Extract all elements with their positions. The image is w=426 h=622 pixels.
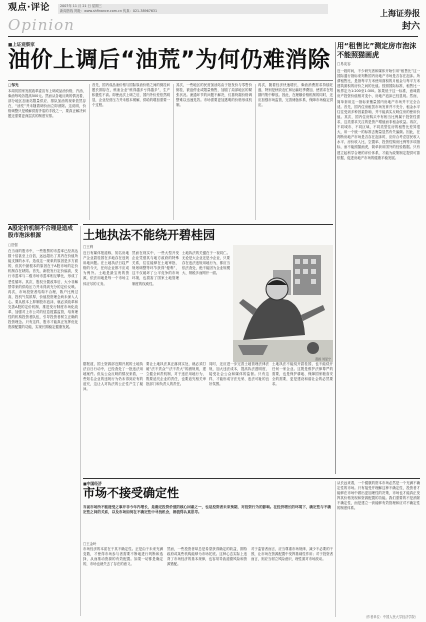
masthead — [8, 3, 420, 39]
column-divider — [255, 84, 256, 220]
article3-rule — [83, 478, 420, 479]
author-affiliation: （作者单位：中国人民大学经济学院） — [363, 615, 418, 619]
column-divider — [80, 226, 81, 616]
left-article-headline: A股定价机制不合理是造成股市泡沫根源 — [8, 226, 73, 239]
lead-column-text: 本周初国家发展改革委宣布上调成品油价格，汽油、柴油每吨各提高500元。然而从各地反映的情况看，部分地区加油站限量供应、排队加油的现象依然存在，“油荒”并未随着调价而立即消除。这说明，价格调整只是缓解供需矛盾的手段之一，要真正解决问题还需要更深层次的制度安排。 — [8, 89, 86, 119]
article2-column-1 — [83, 251, 129, 359]
left-article — [8, 226, 78, 501]
column-divider — [89, 84, 90, 220]
article2-headline: 土地执法不能绕开碧桂园 — [83, 228, 216, 242]
article3-headline: 市场不接受确定性 — [83, 486, 180, 500]
sidebar-author: □易宪容 — [337, 62, 351, 66]
article3-column-text: 市场经济的本质在于其不确定性。正是由于未来充满变数，才使得市场参与者需要不断地进行判断和选择，从而推动资源的有效配置。如果一切都是确定的，市场也就失去了存在的意义。 — [83, 547, 163, 567]
lead-column-2 — [92, 83, 170, 223]
lead-column-text: 其次，一些地区的民营加油站由于批发价与零售价倒挂，被迫停业或限量销售，加剧了局部地区的紧张状况。流通环节的问题不解决，仅靠终端价格调整难以迅速见效。市场需要更加透明的价格形成机制。 — [176, 83, 252, 108]
article3-column-3 — [251, 547, 333, 619]
lead-column-text: 首先，国内成品油价格与国际原油价格之间的倒挂问题长期存在，炼油企业“炼得越多亏得越多”，生产积极性不高。即使此次上调之后，国内外价差依然明显，企业经营压力并未根本缓解，供给的增加需要一个过程。 — [92, 83, 170, 108]
article3-kicker: ■中国经济 — [83, 481, 102, 486]
newspaper-brand: 上海证券报 — [380, 8, 420, 18]
article2-column-text: 同时，还应进一步完善土地管理法律法规，加大违法成本，提高执法透明度，接受社会公众和媒体的监督。只有这样，才能形成守法光荣、违法可耻的良好氛围。 — [209, 362, 269, 387]
article2-column-text: 近日有媒体报道称，知名房地产企业碧桂园在多地存在违规用地问题。在土地执法日趋严格的今天，任何企业都不应成为例外。土地是最宝贵的资源，依法用地是每一个市场主体应尽的义务。 — [83, 251, 129, 286]
section-name-cn: 观点·评论 — [8, 3, 50, 13]
lead-column-4 — [258, 83, 333, 223]
article2-column-3 — [182, 251, 230, 359]
sidebar-body: 近一段时间，不少研究者和媒体开始引用“租售比”这一国际通行指标来判断国内房地产市场是否存在泡沫。所谓租售比，是指每平方米使用面积的月租金与每平方米建筑面积的房价之间的比值。按照国际标准，租售比一般界定为1:200至1:300。如果低于这一标准，意味着房产投资价值相对变小，房地产泡沫已经显现。然而，简单套用这一指标来衡量国内房地产市场并不完全合适。首先，国内住房租赁市场发育并不充分，租金水平往往受到多种因素影响，并不能真实反映住房的使用价值。其次，国内住房购买中有相当比例属于投资性需求，这类需求关注的是资产增值而非租金收益。再次，不同城市、不同区域、不同类型住房的租售比差异很大，用一个统一的标准去衡量显然有失偏颇。因此，在判断房地产市场是否存在泡沫时，应综合考虑居民收入水平、房价收入比、空置率、投资性购房比例等多项指标，而不能照猫画虎，简单套用国外的经验数据。只有建立起科学合理的评价体系，才能为政策制定提供可靠依据，促进房地产市场的健康平稳发展。 — [337, 69, 420, 160]
sidebar-article — [337, 42, 420, 504]
column-divider — [173, 84, 174, 220]
lead-headline: 油价上调后“油荒”为何仍难消除 — [8, 48, 331, 73]
headline-rule — [8, 80, 333, 81]
section-header — [8, 3, 75, 34]
page-number: 封六 — [401, 22, 420, 32]
lead-kicker: ■上证观察家 — [8, 43, 35, 48]
illustration-credit: 漫画 刘显宁 — [315, 357, 331, 361]
lead-author: □邹光 — [8, 83, 19, 87]
article2-bottom-column-2 — [146, 362, 206, 474]
article3-column-1 — [83, 547, 163, 619]
article2-column-text: 土地执法的关键在于一视同仁。无论是大企业还是小企业，只要存在违法违规用地行为，都应当依法查处，绝不能因为企业规模大、纳税多而网开一面。 — [182, 251, 230, 276]
lead-column-1 — [8, 83, 86, 223]
article3-lead: 当前市场所不能接受之事并非今年内增长，是确定投资价值的核心因素之一，也是投资者未来预期，对投资行为的影响。在经济增长的环境下，确定性与不确定性之间的关系，以及市场如何在不确定性中寻找机会，都值得认真思考。 — [83, 505, 331, 515]
sidebar-divider — [335, 42, 336, 474]
section-name-en: Opinion — [8, 16, 75, 34]
article2-bottom-column-1 — [83, 362, 143, 474]
article3-author: □王金岭 — [83, 542, 97, 546]
article2-column-text: 据报道，国土资源部近期开展的土地执法百日行动中，已经查处了一批违法用地案件。但从公众反映的情况来看，一些知名企业的违规行为仍未得到应有的追究，这让人对执法的公正性产生了疑问。 — [83, 362, 143, 392]
article3-column-text: 然而，一些投资者却总是希望获得确定的收益，期待政府或某些机构能够为市场托底。这种心态实际上违背了市场经济的基本规律，也容易导致道德风险和资源错配。 — [167, 547, 247, 567]
masthead-info-line: 新闻热线 网址：www.shfinance.com.cn 传真：021-38967631 — [60, 9, 158, 13]
article2-bottom-column-4 — [272, 362, 333, 474]
masthead-rule — [8, 36, 418, 37]
cartoon-drawing — [233, 245, 333, 362]
left-article-rule — [8, 224, 78, 225]
article2-column-2 — [132, 251, 179, 359]
article2-column-text: 土地执法不能绕开碧桂园，也不能绕开任何一家企业。这既是维护法律尊严的需要，也是保护耕地、保障国家粮食安全的需要，更是建设和谐社会的必然要求。 — [272, 362, 333, 387]
masthead-info-bar — [58, 4, 328, 14]
left-article-body: 在当前的股市中，一些股票的市盈率已经高达数十倍甚至上百倍，远远超出了其内在价值所能支撑的水平。造成这一现象的原因是多方面的，但其中最根本的原因在于A股市场的定价机制存在缺陷。首先，新股发行定价偏高，发行市盈率与二级市场市盈率相互攀比，形成了恶性循环。其次，股权分置改革后，大小非解禁带来的供给压力并未得到充分的定价反映。再次，市场投资者结构不合理，散户比例过高，投机气氛浓厚，价值投资理念尚未深入人心。要从根本上抑制股市泡沫，就必须改革和完善A股的定价机制，推进发行制度市场化改革，加强对上市公司的信息披露监管，培育理性的机构投资者队伍，引导投资者树立正确的投资理念。只有这样，股市才能真正发挥优化资源配置的功能，实现长期稳定健康发展。 — [8, 249, 78, 330]
left-article-author: □贺强 — [8, 243, 18, 247]
article2-rule — [83, 224, 333, 225]
article3-column-text: 从长远来看，一个健康的资本市场必然是一个充满不确定性的市场。只有接受并理解这种不确定性，投资者才能够在市场中做出更加理性的决策，市场也才能真正发挥其价格发现和资源配置的功能。我们需要的不是消除不确定性，而是建立一套能够有效管理和应对不确定性的制度体系。 — [337, 481, 420, 511]
article2-author: □王利 — [83, 245, 94, 249]
article2-column-text: 然而在现实中，一些大型开发企业凭借其与地方政府的特殊关系，往往能够在土地审批、规划调整等环节获得“便利”，这不仅破坏了公平竞争的市场环境，也损害了国家土地管理制度的权威性。 — [132, 251, 179, 286]
lead-column-text: 再次，随着经济快速增长，柴油消费需求持续旺盛，特别是秋收农忙和运输旺季叠加，使需求在短期内集中释放。因此，在理顺价格机制的同时，还应加强市场监管，完善储备体系，保障市场稳定供应。 — [258, 83, 333, 108]
column-divider — [335, 481, 336, 617]
sidebar-headline: 用“租售比”测定房市泡沫不能照猫画虎 — [337, 42, 417, 59]
article3-right-column — [337, 481, 420, 619]
article2-column-text: 要让土地执法真正落到实处，就必须打破“法不责众”“法不责大”的潜规则，建立健全问责机制，对于违法用地行为，既要追究企业的责任，也要追究相关审批部门和负责人的责任。 — [146, 362, 206, 387]
article3-column-2 — [167, 547, 247, 619]
article2-bottom-column-3 — [209, 362, 269, 474]
lead-column-3 — [176, 83, 252, 223]
cartoon-illustration — [233, 245, 333, 362]
article3-column-text: 对于监管者而言，应当尊重市场规律，减少不必要的干预，让市场在资源配置中发挥基础性作用；对于投资者而言，则应当树立风险意识，理性面对市场波动。 — [251, 547, 333, 562]
masthead-info-line: 2007年 11 月 21 日 星期三 — [60, 4, 102, 8]
